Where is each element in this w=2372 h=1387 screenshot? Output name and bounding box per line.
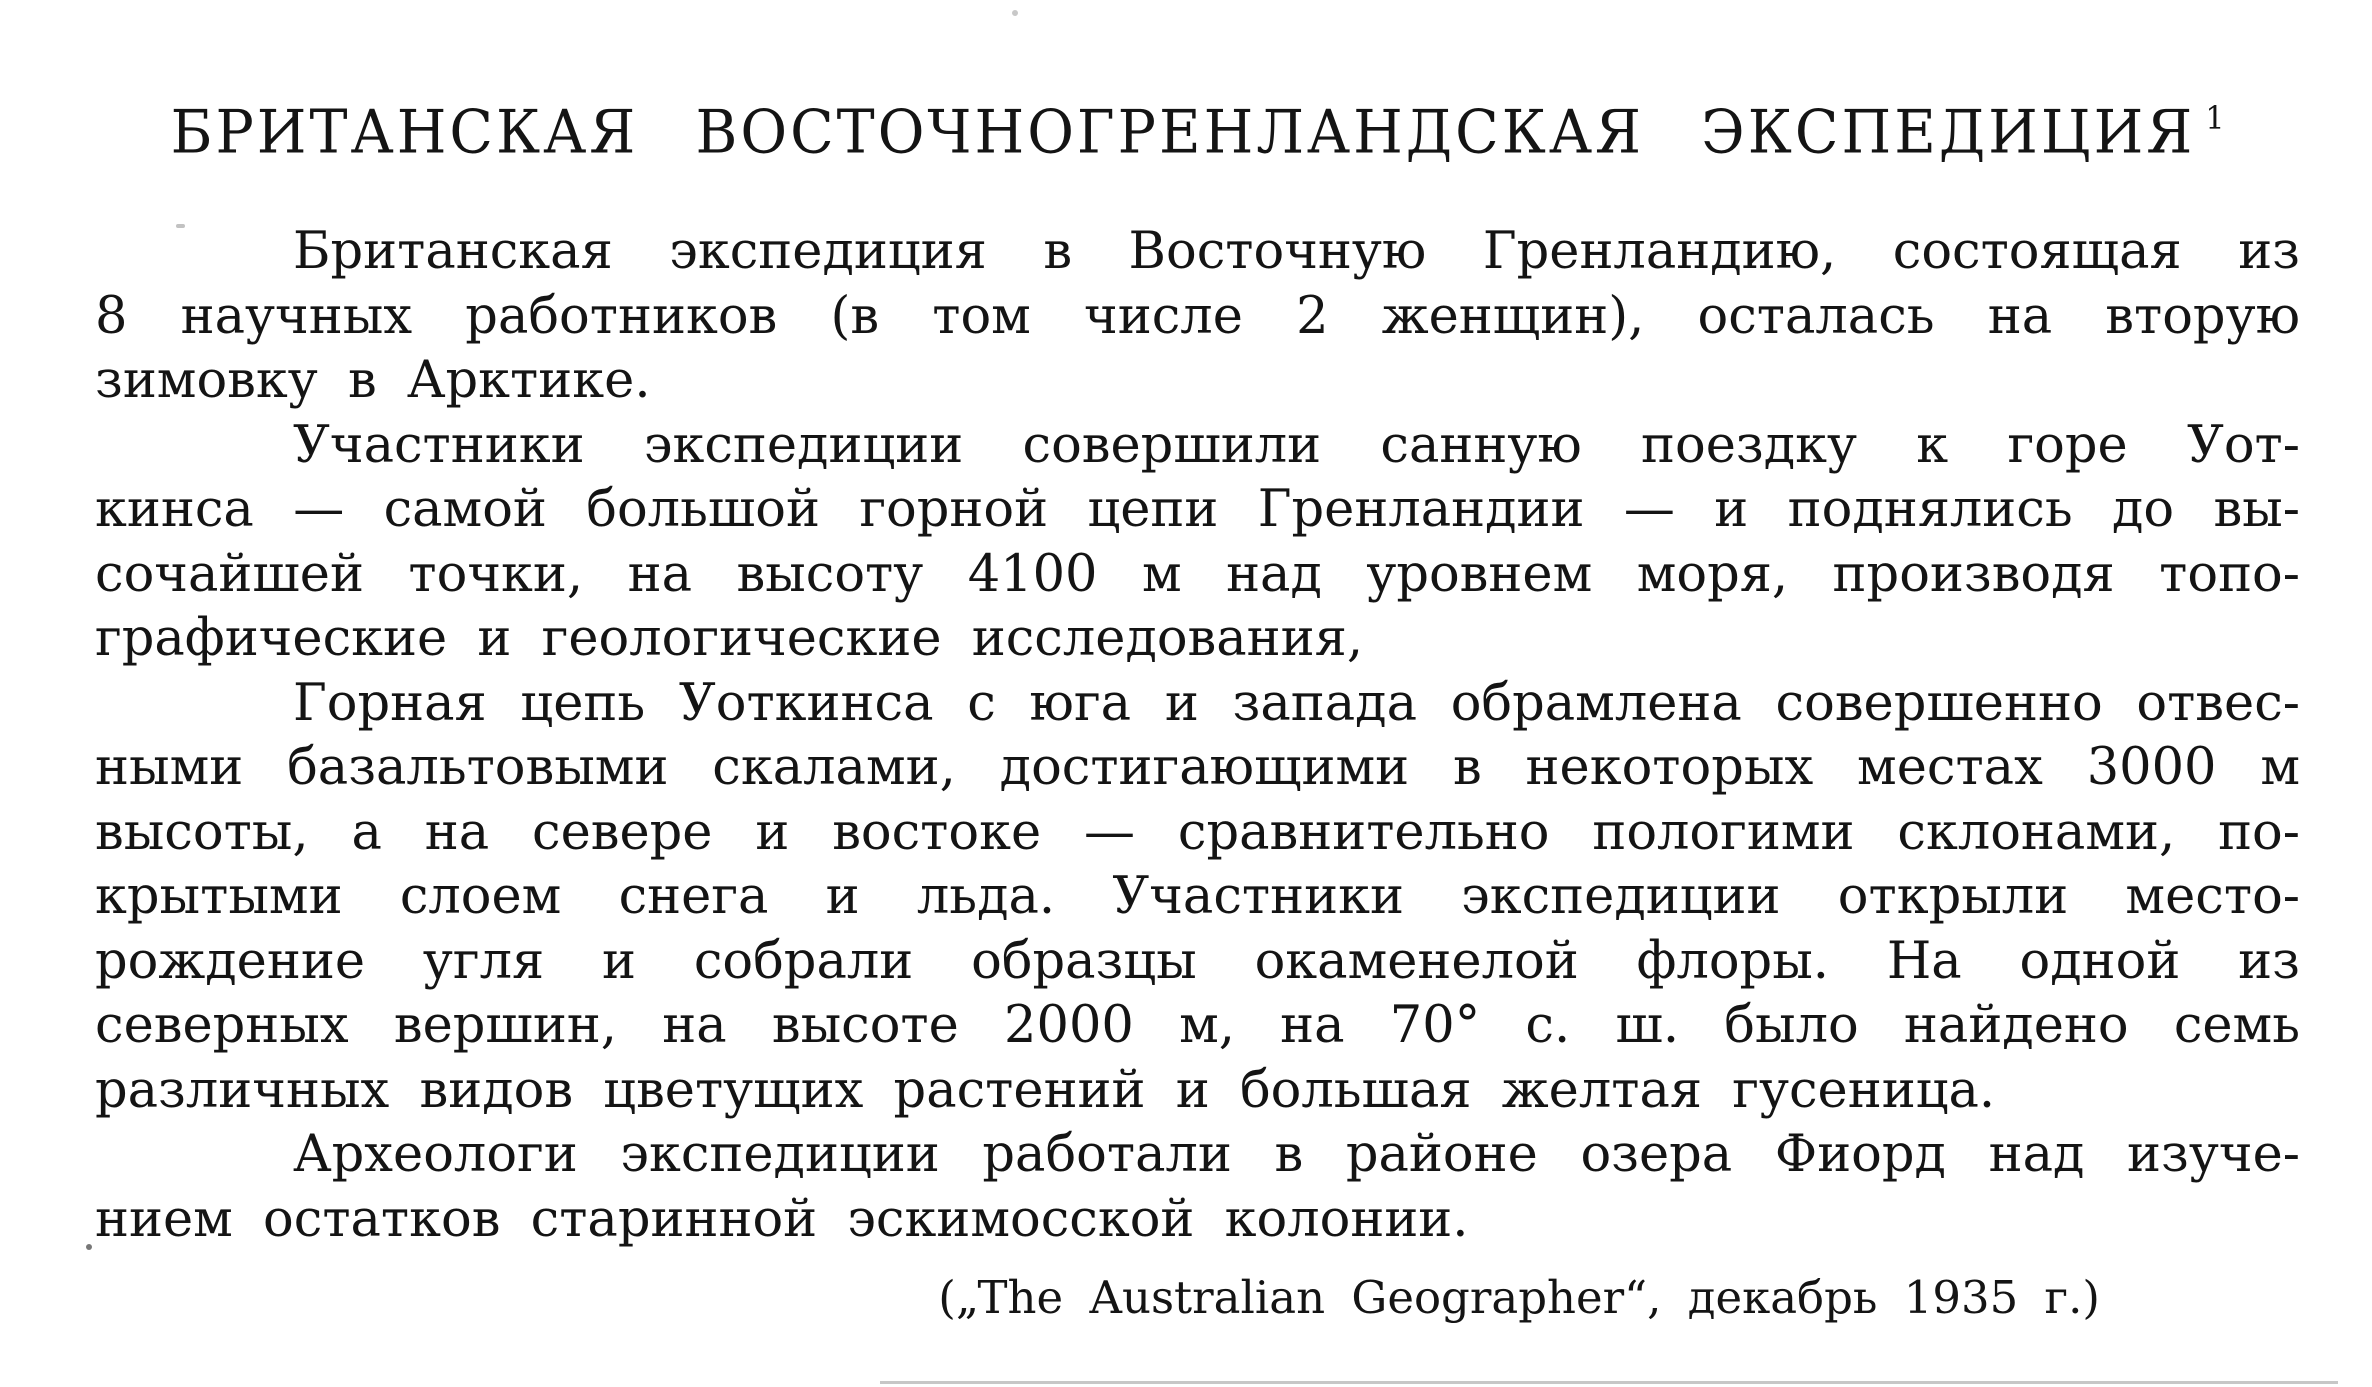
page-title [95,82,2300,170]
text-line: различных видов цветущих растений и большая желтая гусеница. [95,1060,1996,1120]
scan-speck [1012,10,1018,16]
text-block [95,220,2300,1252]
text-line: сочайшей точки, на высоту 4100 м над уровнем моря, производя топо- [95,544,2300,604]
paragraph [95,220,2300,414]
text-line: Археологи экспедиции работали в районе озера Фиорд над изуче- [293,1125,2300,1184]
paragraph [95,672,2300,1124]
paragraph [95,1123,2300,1252]
text-line: высоты, а на севере и востоке — сравнительно пологими склонами, по- [95,802,2300,862]
text-line: рождение угля и собрали образцы окаменелой флоры. На одной из [95,931,2300,991]
text-line: 8 научных работников (в том числе 2 женщин), осталась на вторую [95,286,2300,346]
text-line: крытыми слоем снега и льда. Участники экспедиции открыли место- [95,867,2300,926]
scan-edge-line [880,1381,2338,1384]
text-line: зимовку в Арктике. [95,351,651,410]
text-line: ными базальтовыми скалами, достигающими в некоторых местах 3000 м [95,738,2300,797]
source-citation: („The Australian Geographer“, декабрь 1935 г.) [938,1271,2100,1324]
text-line: кинса — самой большой горной цепи Гренландии — и поднялись до вы- [95,480,2300,539]
footnote-marker: 1 [2205,100,2225,138]
text-line: нием остатков старинной эскимосской колонии. [95,1189,1469,1249]
text-line: Горная цепь Уоткинса с юга и запада обрамлена совершенно отвес- [293,673,2300,733]
paragraph [95,414,2300,672]
text-line: Участники экспедиции совершили санную поездку к горе Уот- [293,415,2300,475]
text-line: Британская экспедиция в Восточную Гренландию, состоящая из [293,222,2300,281]
scan-speck [86,1244,92,1250]
text-line: северных вершин, на высоте 2000 м, на 70° с. ш. было найдено семь [95,996,2300,1055]
scan-speck [176,224,185,228]
text-line: графические и геологические исследования, [95,609,1364,668]
page-title-text: БРИТАНСКАЯ ВОСТОЧНОГРЕНЛАНДСКАЯ ЭКСПЕДИЦИЯ [170,97,2196,167]
